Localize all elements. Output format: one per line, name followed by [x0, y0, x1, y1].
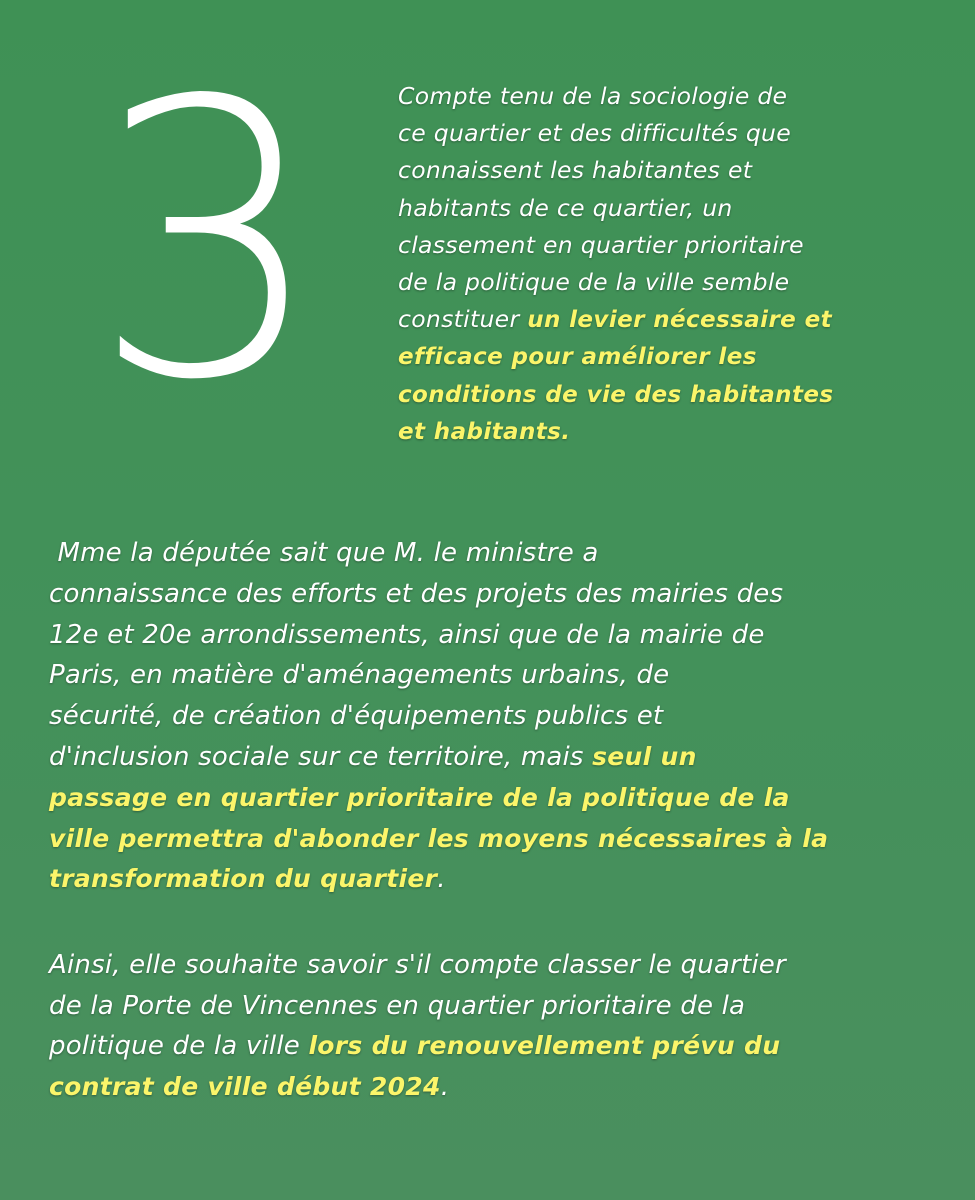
highlighted-text: un levier nécessaire et	[527, 307, 832, 334]
highlighted-text: contrat de ville début 2024	[49, 1071, 441, 1101]
text-line: ce quartier et des difficultés que	[398, 119, 792, 148]
highlighted-text: efficace pour améliorer les	[398, 344, 757, 371]
text-line: habitants de ce quartier, un	[398, 193, 733, 222]
text-segment: politique de la ville	[49, 1031, 309, 1061]
highlighted-text: conditions de vie des habitantes	[398, 381, 834, 408]
text-line: Ainsi, elle souhaite savoir s'il compte classer le quartier	[49, 950, 786, 980]
text-line: connaissance des efforts et des projets des mairies des	[49, 578, 784, 609]
text-segment: .	[440, 1071, 450, 1102]
section-number: 3	[92, 20, 321, 463]
text-line: de la Porte de Vincennes en quartier prioritaire de la	[49, 990, 746, 1021]
question-paragraph	[49, 945, 929, 1107]
intro-paragraph	[398, 78, 888, 451]
text-segment: .	[437, 864, 446, 895]
text-line-mixed	[49, 737, 929, 778]
text-line: de la politique de la ville semble	[398, 268, 790, 297]
text-segment: constituer	[398, 305, 528, 334]
highlighted-text: transformation du quartier	[49, 864, 438, 894]
highlighted-text: et habitants.	[398, 418, 571, 445]
highlighted-text: passage en quartier prioritaire de la politique de la	[49, 782, 790, 812]
body-paragraph	[49, 533, 929, 900]
text-line: Paris, en matière d'aménagements urbains, de	[49, 660, 670, 691]
highlighted-text: lors du renouvellement prévu du	[308, 1031, 781, 1060]
text-line-mixed	[398, 301, 888, 339]
text-segment: d'inclusion sociale sur ce territoire, mais	[49, 741, 593, 772]
highlighted-text: ville permettra d'abonder les moyens nécessaires à la	[49, 823, 829, 853]
text-line: Compte tenu de la sociologie de	[398, 82, 788, 110]
text-line: sécurité, de création d'équipements publics et	[49, 701, 664, 732]
text-line: Mme la députée sait que M. le ministre a	[49, 538, 599, 568]
text-line-mixed	[49, 1067, 929, 1108]
text-line-mixed	[49, 859, 929, 900]
text-line: 12e et 20e arrondissements, ainsi que de la mairie de	[49, 619, 765, 650]
text-line-mixed	[49, 1026, 929, 1067]
text-line: connaissent les habitantes et	[398, 156, 753, 185]
text-line: classement en quartier prioritaire	[398, 230, 804, 259]
highlighted-text: seul un	[592, 741, 697, 771]
